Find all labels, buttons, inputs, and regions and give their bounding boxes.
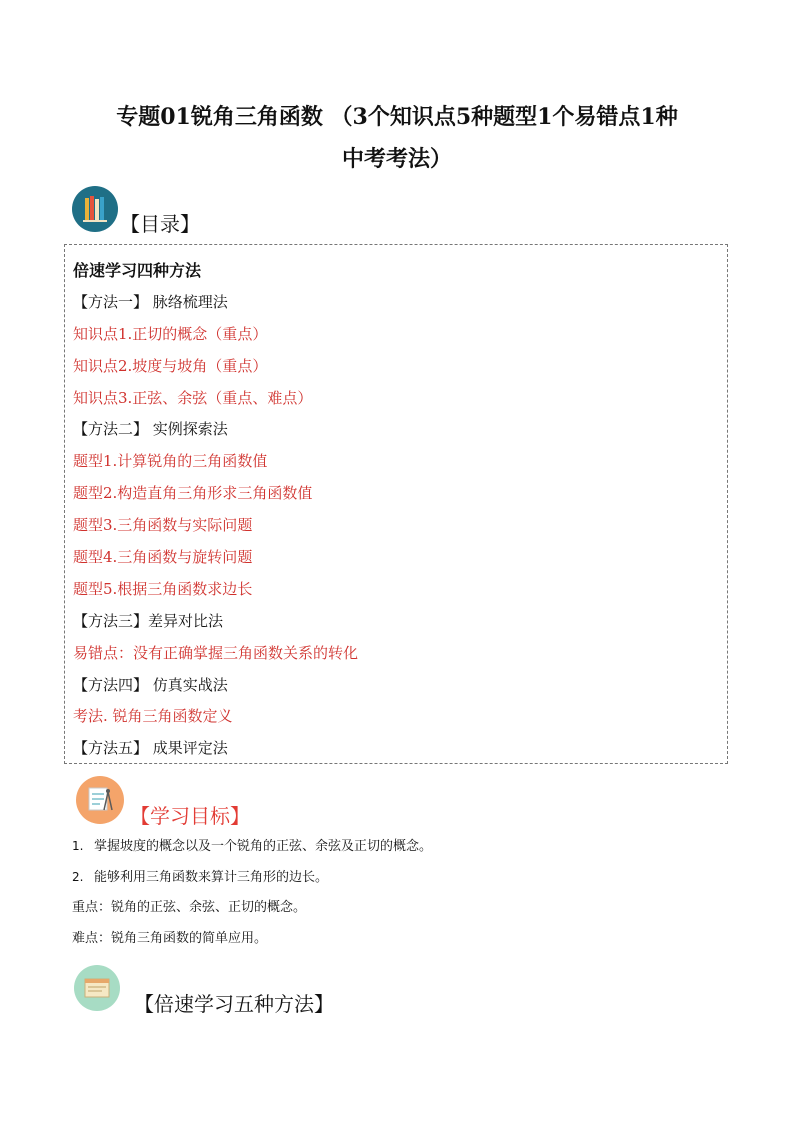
toc-item[interactable]: 题型2.构造直角三角形求三角函数值 bbox=[73, 484, 313, 503]
goal-item bbox=[72, 834, 732, 865]
title-line-2: 中考考法） bbox=[341, 146, 452, 172]
toc-item[interactable]: 知识点2.坡度与坡角（重点） bbox=[73, 356, 268, 375]
toc-item[interactable]: 【方法四】 仿真实战法 bbox=[73, 675, 228, 694]
toc-item[interactable]: 易错点：没有正确掌握三角函数关系的转化 bbox=[73, 643, 359, 662]
toc-item[interactable]: 知识点1.正切的概念（重点） bbox=[73, 324, 268, 343]
toc-item[interactable]: 【方法一】 脉络梳理法 bbox=[73, 292, 228, 311]
goal-number: 2. bbox=[72, 870, 84, 884]
toc-box bbox=[64, 244, 728, 764]
ruler-compass-icon bbox=[76, 776, 124, 824]
toc-heading: 【目录】 bbox=[120, 212, 200, 236]
goal-number: 1. bbox=[72, 839, 84, 853]
goal-item bbox=[72, 927, 732, 958]
toc-item[interactable]: 题型3.三角函数与实际问题 bbox=[73, 516, 253, 535]
title-line-1: 专题01锐角三角函数 （3个知识点5种题型1个易错点1种 bbox=[116, 104, 678, 130]
goal-text: 难点：锐角三角函数的简单应用。 bbox=[72, 931, 268, 946]
goal-text: 重点：锐角的正弦、余弦、正切的概念。 bbox=[72, 900, 307, 915]
goals-header bbox=[76, 770, 250, 829]
toc-list bbox=[73, 255, 719, 765]
toc-item[interactable]: 【方法三】差异对比法 bbox=[73, 611, 224, 630]
goal-item bbox=[72, 896, 732, 927]
goals-list bbox=[72, 834, 732, 958]
toc-header bbox=[72, 180, 200, 237]
notebook-icon bbox=[74, 965, 120, 1011]
goal-text: 能够利用三角函数来算计三角形的边长。 bbox=[94, 870, 329, 885]
toc-item[interactable]: 题型4.三角函数与旋转问题 bbox=[73, 548, 253, 567]
toc-item[interactable]: 【方法五】 成果评定法 bbox=[73, 739, 228, 758]
toc-item[interactable]: 【方法二】 实例探索法 bbox=[73, 420, 228, 439]
toc-item[interactable]: 知识点3.正弦、余弦（重点、难点） bbox=[73, 388, 313, 407]
methods-heading: 【倍速学习五种方法】 bbox=[134, 992, 334, 1016]
books-icon bbox=[72, 186, 118, 232]
goal-item bbox=[72, 865, 732, 896]
methods-header bbox=[74, 958, 334, 1017]
toc-item[interactable]: 题型1.计算锐角的三角函数值 bbox=[73, 452, 268, 471]
goal-text: 掌握坡度的概念以及一个锐角的正弦、余弦及正切的概念。 bbox=[94, 839, 433, 854]
toc-item[interactable]: 考法. 锐角三角函数定义 bbox=[73, 707, 233, 726]
toc-item[interactable]: 倍速学习四种方法 bbox=[73, 261, 202, 280]
document-title bbox=[60, 96, 734, 180]
toc-item[interactable]: 题型5.根据三角函数求边长 bbox=[73, 579, 253, 598]
goals-heading: 【学习目标】 bbox=[130, 804, 250, 828]
